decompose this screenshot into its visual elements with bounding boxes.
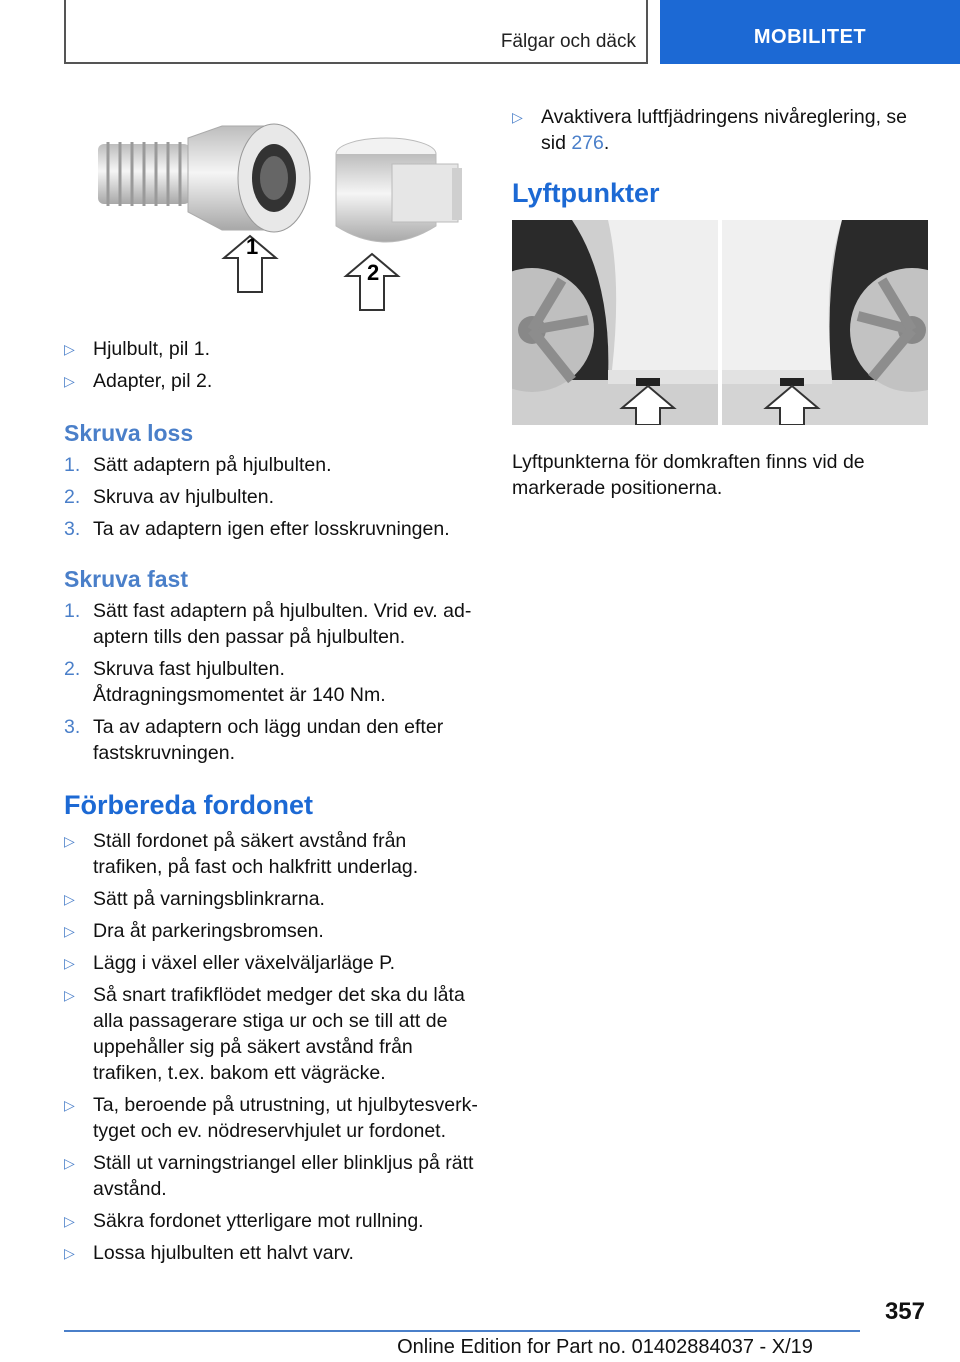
right-column (512, 104, 928, 501)
section-title-prepare: Förbereda fordonet (64, 790, 314, 820)
list-item: ▷ Adapter, pil 2. (64, 370, 213, 392)
bullet-triangle-icon: ▷ (64, 1097, 75, 1113)
loosen-steps (64, 452, 480, 542)
list-item: ▷ Säkra fordonet ytterligare mot rullning. (64, 1210, 424, 1232)
left-column (64, 108, 480, 1272)
list-item: ▷ Hjulbult, pil 1. (64, 338, 211, 360)
tighten-steps (64, 598, 480, 766)
header-section-title: Fälgar och däck (500, 31, 636, 52)
lift-points-figure (512, 220, 928, 425)
arrow-2-label: 2 (367, 260, 380, 285)
list-item: ▷ Sätt på varningsblinkrarna. (64, 888, 325, 910)
car-rear-wheel-shape (512, 220, 718, 425)
list-item: ▷ Lägg i växel eller växelväljarläge P. (64, 952, 396, 974)
bullet-triangle-icon: ▷ (64, 1155, 75, 1171)
section-title-tighten: Skruva fast (64, 566, 189, 592)
list-item: ▷ Dra åt parkeringsbromsen. (64, 920, 324, 942)
list-item: 1. Sätt adaptern på hjulbulten. (64, 454, 332, 476)
header-chapter-tab[interactable]: MOBILITET (660, 0, 960, 64)
bullet-triangle-icon: ▷ (64, 1213, 75, 1229)
list-item: ▷ Avaktivera luftfjädringens nivåreglering, se sid 276. (512, 106, 908, 154)
list-item: ▷ Lossa hjulbulten ett halvt varv. (64, 1242, 354, 1264)
prepare-list (64, 828, 480, 1266)
footer-edition: Online Edition for Part no. 01402884037 - X/19 (397, 1336, 813, 1358)
list-item: 2. Skruva fast hjulbulten. Åtdragningsmomentet är 140 Nm. (64, 658, 386, 706)
bullet-triangle-icon: ▷ (64, 955, 75, 971)
bullet-triangle-icon: ▷ (64, 923, 75, 939)
footer-divider (64, 1330, 860, 1332)
list-item: 3. Ta av adaptern och lägg undan den efter fastskruvningen. (64, 716, 444, 764)
bullet-triangle-icon: ▷ (64, 891, 75, 907)
list-item: ▷ Ställ fordonet på säkert avstånd från trafiken, på fast och halkfritt underlag. (64, 830, 419, 878)
bullet-triangle-icon: ▷ (512, 109, 523, 125)
adapter-shape (336, 138, 462, 242)
parts-list (64, 336, 480, 394)
wheel-bolt-adapter-figure (92, 108, 470, 316)
wheel-bolt-shape (98, 124, 310, 232)
bullet-triangle-icon: ▷ (64, 987, 75, 1003)
lift-points-caption: Lyftpunkterna för domkraften finns vid de markerade positionerna. (512, 451, 865, 499)
list-item: ▷ Så snart trafikflödet medger det ska du låta alla passagerare stiga ur och se till att de uppehåller sig på säkert avstånd från trafiken, t.ex. bakom ett vägräcke. (64, 984, 465, 1084)
bullet-triangle-icon: ▷ (64, 373, 75, 389)
list-item: ▷ Ta, beroende på utrustning, ut hjulbytesverktyget och ev. nödreservhjulet ur fordonet. (64, 1094, 478, 1142)
bullet-triangle-icon: ▷ (64, 1245, 75, 1261)
list-item: 1. Sätt fast adaptern på hjulbulten. Vrid ev. adaptern tills den passar på hjulbulten. (64, 600, 472, 648)
car-front-wheel-shape (722, 220, 928, 425)
page-number: 357 (884, 1298, 925, 1325)
page-reference-link[interactable]: 276 (571, 132, 604, 154)
list-item: 3. Ta av adaptern igen efter losskruvningen. (64, 518, 450, 540)
list-item: ▷ Ställ ut varningstriangel eller blinkljus på rätt avstånd. (64, 1152, 474, 1200)
deactivate-list (512, 104, 928, 156)
arrow-1-label: 1 (246, 234, 259, 259)
bullet-triangle-icon: ▷ (64, 833, 75, 849)
list-item: 2. Skruva av hjulbulten. (64, 486, 275, 508)
bullet-triangle-icon: ▷ (64, 341, 75, 357)
section-title-loosen: Skruva loss (64, 420, 194, 446)
section-title-lift-points: Lyftpunkter (512, 178, 660, 208)
